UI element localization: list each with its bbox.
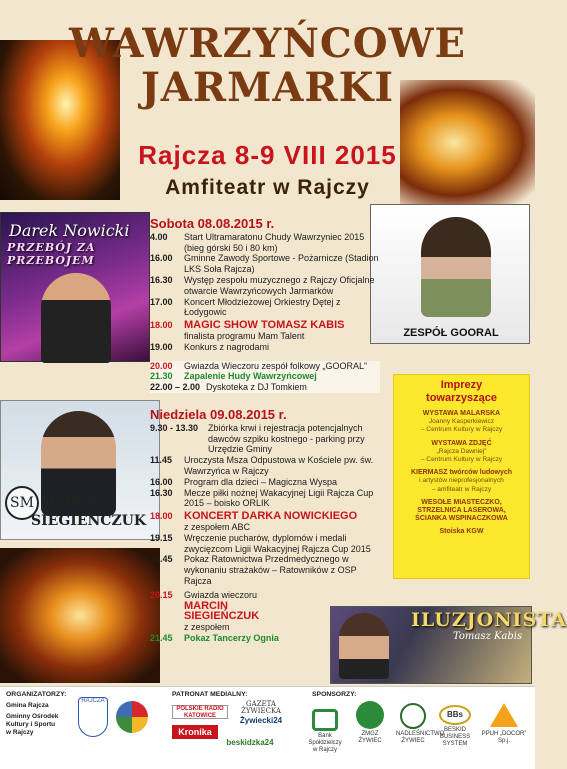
saturday-heading: Sobota 08.08.2015 r.	[150, 216, 275, 231]
docor-logo: PPUH „DOCOR” Sp.j.	[478, 701, 530, 751]
side-item: i artystów nieprofesjonalnych	[419, 477, 504, 485]
saturday-schedule	[150, 216, 380, 393]
organizer-name: Kultury i Sportu	[6, 721, 56, 728]
bbs-logo: BBs BESKID BUSINESS SYSTEM	[436, 705, 474, 753]
list-item: 20.00 Gwiazda Wieczoru zespół folkowy „GOORAL”	[150, 361, 380, 372]
list-item: z zespołem ABC	[184, 521, 251, 532]
title-line-2: JARMARKI	[140, 64, 395, 111]
side-heading-2: towarzyszące	[426, 392, 497, 404]
beskidzka24-logo: beskidzka24	[226, 738, 274, 747]
organizer-name: Gminny Ośrodek	[6, 713, 59, 720]
marcin-logo: SM	[5, 486, 39, 520]
zmgz-icon	[356, 701, 384, 729]
list-item: 16.00 Program dla dzieci – Magiczna Wyspa	[150, 476, 337, 487]
side-item: – amfiteatr w Rajczy	[431, 485, 492, 493]
organizer-name: Gmina Rajcza	[6, 702, 49, 709]
list-item: finalista programu Mam Talent	[184, 330, 305, 341]
bank-logo: Bank Spółdzielczy w Rajczy	[308, 709, 342, 753]
zywiecki24-logo: Żywiecki24	[239, 716, 283, 725]
list-item: 19.45 Pokaz Ratownictwa Przedmedycznego w wykonaniu strażaków – Ratowników z OSP Rajcza	[150, 554, 357, 586]
side-item: WYSTAWA MALARSKA	[422, 410, 501, 417]
sunday-schedule	[150, 407, 380, 644]
side-events-panel	[393, 374, 530, 579]
nadlesnictwo-logo: NADLEŚNICTWO ŻYWIEC	[396, 703, 430, 751]
side-item: ŚCIANKA WSPINACZKOWA	[415, 515, 508, 523]
marcin-name-line1: MARCIN	[41, 495, 105, 510]
gooral-label: ZESPÓŁ GOORAL	[403, 327, 499, 339]
marcin-name-line2: SIEGIEŃCZUK	[31, 513, 147, 529]
zmgz-logo: ZMGZ ŻYWIEC	[352, 701, 388, 749]
list-item: 17.00 Koncert Młodzieżowej Orkiestry Dętej z Łodygowic	[150, 296, 341, 318]
footer	[0, 686, 535, 769]
iluzjonista-name: Tomasz Kabis	[453, 631, 523, 642]
list-item: 9.30 - 13.30 Zbiórka krwi i rejestracja potencjalnych dawców szpiku kostnego - parking przy Urzędzie Gminy	[150, 422, 365, 455]
side-item: Joanny Kasperkiewicz	[428, 418, 495, 426]
tree-icon	[400, 703, 426, 729]
list-item: z zespołem	[184, 622, 230, 633]
side-item: KIERMASZ twórców ludowych	[410, 469, 513, 477]
list-item: 18.00 KONCERT DARKA NOWICKIEGO	[150, 510, 358, 523]
darek-nowicki-photo	[0, 212, 150, 362]
side-item: Stoiska KGW	[439, 528, 484, 536]
list-item: 19.00 Konkurs z nagrodami	[150, 341, 270, 352]
list-item: 16.30 Występ zespołu muzycznego z Rajczy Oficjalne otwarcie Wawrzyńcowych Jarmarków	[150, 274, 375, 296]
list-item: 22.00 – 2.00 Dyskoteka z DJ Tomkiem	[150, 382, 380, 393]
organizers-heading: ORGANIZATORZY:	[6, 691, 67, 698]
singer-figure	[41, 273, 111, 363]
list-item: 18.00 MAGIC SHOW TOMASZ KABIS	[150, 319, 345, 332]
rajcza-crest-logo: RAJCZA	[78, 697, 108, 737]
docor-icon	[490, 703, 518, 727]
gooral-photo	[370, 204, 530, 344]
sunday-heading: Niedziela 09.08.2015 r.	[150, 407, 287, 422]
list-item: 19.15 Wręczenie pucharów, dyplomów i medali zwycięzcom Ligii Wakacyjnej Rajcza Cup 2015	[150, 532, 371, 554]
event-date: Rajcza 8-9 VIII 2015	[138, 140, 397, 170]
darek-name: Darek Nowicki	[9, 221, 130, 240]
list-item: 4.00 Start Ultramaratonu Chudy Wawrzyniec 2015 (bieg górski 50 i 80 km)	[150, 231, 365, 253]
list-item: 21.45 Pokaz Tancerzy Ognia	[150, 632, 279, 643]
iluzjonista-title: ILUZJONISTA	[411, 609, 567, 631]
list-item: 16.00 Gminne Zawody Sportowe - Pożarnicze (Stadion LKS Soła Rajcza)	[150, 253, 379, 275]
darek-subtitle: PRZEBÓJ ZA PRZEBOJEM	[7, 241, 96, 267]
list-item: 11.45 Uroczysta Msza Odpustowa w Kościele pw. św. Wawrzyńca w Rajczy	[150, 455, 374, 476]
title-line-1: WAWRZYŃCOWE	[69, 20, 466, 67]
event-venue: Amfiteatr w Rajczy	[165, 176, 370, 199]
marcin-photo	[0, 400, 160, 540]
fire-dancer-photo	[0, 548, 160, 683]
organizer-name: w Rajczy	[6, 729, 34, 736]
side-item: – Centrum Kultury w Rajczy	[420, 426, 503, 434]
gazeta-zywiecka-logo: GAZETA ŻYWIECKA	[241, 700, 281, 715]
side-item: „Rajcza Dawniej”	[436, 447, 487, 455]
side-item: WESOŁE MIASTECZKO,	[421, 498, 502, 506]
list-item: SIEGIEŃCZUK	[184, 610, 260, 623]
side-item: – Centrum Kultury w Rajczy	[420, 456, 503, 464]
bank-icon	[312, 709, 338, 731]
side-item: STRZELNICA LASEROWA,	[417, 507, 506, 515]
organizers-list	[6, 702, 58, 737]
kronika-logo: Kronika	[172, 725, 218, 739]
gooral-figure	[421, 217, 491, 317]
list-item: 16.30 Mecze piłki nożnej Wakacyjnej Ligii Rajcza Cup 2015 – boisko ORLIK	[150, 487, 374, 509]
list-item: MARCIN	[184, 599, 228, 612]
list-item: 21.30 Zapalenie Hudy Wawrzyńcowej	[150, 371, 380, 382]
polskie-radio-logo: POLSKIE RADIO KATOWICE	[172, 705, 228, 719]
side-heading-1: Imprezy	[440, 379, 483, 391]
patronage-heading: PATRONAT MEDIALNY:	[172, 691, 248, 698]
goks-logo	[116, 701, 148, 733]
list-item: 20.15 Gwiazda wieczoru	[150, 589, 258, 600]
side-item: WYSTAWA ZDJĘĆ	[431, 439, 492, 447]
sponsors-heading: SPONSORZY:	[312, 691, 357, 698]
